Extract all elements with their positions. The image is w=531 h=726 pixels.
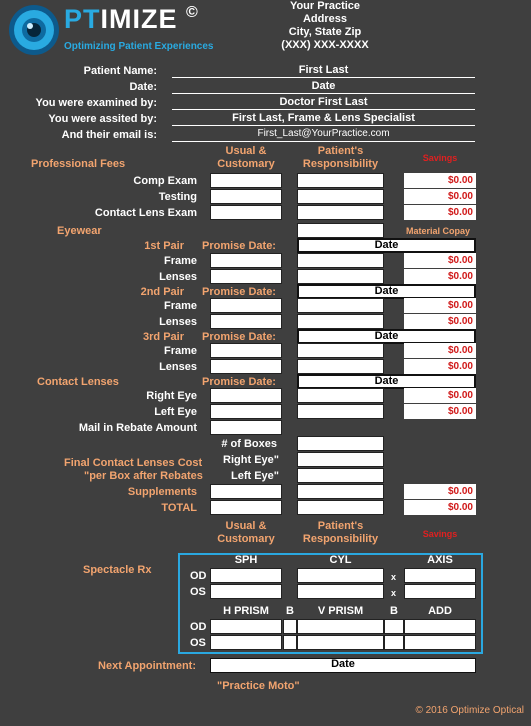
practice-moto: "Practice Moto"	[217, 680, 300, 692]
supplements-label: Supplements	[127, 486, 197, 498]
practice-name: Your Practice	[289, 0, 361, 12]
boxes-field[interactable]	[297, 436, 384, 451]
col-savings-header: Savings	[422, 153, 458, 163]
footer-patient-header: Patient's Responsibility	[302, 520, 379, 545]
patient-name-label: Patient Name:	[83, 65, 157, 77]
pair-2-promise-label: Promise Date:	[202, 286, 276, 298]
pair-1-frame-label: Frame	[163, 255, 197, 267]
contacts-promise-date[interactable]: Date	[297, 374, 476, 389]
comp-exam-savings: $0.00	[404, 173, 476, 188]
rx-os-axis[interactable]	[404, 584, 476, 599]
total-usual[interactable]	[210, 500, 282, 515]
pair-1-promise-date[interactable]: Date	[297, 238, 476, 253]
rx-os-h-base[interactable]	[283, 635, 297, 650]
rx-od-sph[interactable]	[210, 568, 282, 583]
contact-lens-exam-patient[interactable]	[297, 205, 384, 220]
pair-2-frame-usual[interactable]	[210, 298, 282, 313]
next-appointment-date[interactable]: Date	[210, 658, 476, 673]
date-field[interactable]: Date	[172, 79, 475, 94]
rebate-label: Mail in Rebate Amount	[78, 422, 197, 434]
contacts-right-eye-label: Right Eye	[146, 390, 197, 402]
total-label: TOTAL	[161, 502, 197, 514]
brand-prefix: PT	[64, 4, 101, 34]
practice-info	[240, 0, 410, 52]
pair-3-frame-patient[interactable]	[297, 343, 384, 358]
pair-2-lenses-label: Lenses	[159, 316, 197, 328]
spectacle-rx-label: Spectacle Rx	[83, 564, 152, 576]
pair-3-frame-label: Frame	[163, 345, 197, 357]
contacts-left-eye-usual[interactable]	[210, 404, 282, 419]
professional-fees-label: Professional Fees	[31, 158, 126, 170]
pair-1-promise-label: Promise Date:	[202, 240, 276, 252]
pair-2-promise-date[interactable]: Date	[297, 284, 476, 299]
pair-1-lenses-usual[interactable]	[210, 269, 282, 284]
rx-b-header-2: B	[390, 605, 398, 617]
rx-od-h-base[interactable]	[283, 619, 297, 634]
rx-os-label: OS	[190, 586, 206, 598]
testing-label: Testing	[158, 191, 197, 203]
email-label: And their email is:	[61, 129, 157, 141]
comp-exam-label: Comp Exam	[133, 175, 197, 187]
final-right-eye-field[interactable]	[297, 452, 384, 467]
rx-sph-header: SPH	[234, 554, 258, 566]
pair-3-lenses-savings: $0.00	[404, 359, 476, 374]
rx-od-x: x	[391, 572, 397, 582]
rebate-amount-field[interactable]	[210, 420, 282, 435]
final-left-eye-field[interactable]	[297, 468, 384, 483]
rx-add-header: ADD	[428, 605, 452, 617]
rx-axis-header: AXIS	[427, 554, 453, 566]
eye-icon	[8, 4, 60, 56]
total-patient[interactable]	[297, 500, 384, 515]
assisted-by-label: You were assited by:	[48, 113, 157, 125]
contacts-right-eye-patient[interactable]	[297, 388, 384, 403]
examined-by-field[interactable]: Doctor First Last	[172, 95, 475, 110]
practice-address: Address	[302, 13, 348, 25]
supplements-savings: $0.00	[404, 484, 476, 499]
logo	[8, 4, 258, 56]
pair-3-lenses-label: Lenses	[159, 361, 197, 373]
pair-1-frame-patient[interactable]	[297, 253, 384, 268]
pair-2-frame-label: Frame	[163, 300, 197, 312]
comp-exam-patient[interactable]	[297, 173, 384, 188]
pair-2-lenses-patient[interactable]	[297, 314, 384, 329]
rx-v-prism-header: V PRISM	[317, 605, 364, 617]
rx-os-x: x	[391, 588, 397, 598]
testing-patient[interactable]	[297, 189, 384, 204]
material-copay-label: Material Copay	[406, 226, 471, 236]
email-field[interactable]: First_Last@YourPractice.com	[172, 127, 475, 142]
contacts-left-eye-patient[interactable]	[297, 404, 384, 419]
rx-os-h-prism[interactable]	[210, 635, 282, 650]
examined-by-label: You were examined by:	[35, 97, 157, 109]
rx-prism-os-label: OS	[190, 637, 206, 649]
rx-os-add[interactable]	[404, 635, 476, 650]
rx-os-sph[interactable]	[210, 584, 282, 599]
tagline: Optimizing Patient Experiences	[64, 41, 214, 52]
rx-od-label: OD	[190, 570, 207, 582]
next-appointment-label: Next Appointment:	[98, 660, 196, 672]
pair-3-promise-label: Promise Date:	[202, 331, 276, 343]
rx-od-h-prism[interactable]	[210, 619, 282, 634]
pair-1-lenses-patient[interactable]	[297, 269, 384, 284]
pair-1-label: 1st Pair	[144, 240, 184, 252]
pair-3-frame-usual[interactable]	[210, 343, 282, 358]
assisted-by-field[interactable]: First Last, Frame & Lens Specialist	[172, 111, 475, 126]
comp-exam-usual[interactable]	[210, 173, 282, 188]
col-patient-header: Patient's Responsibility	[302, 145, 379, 170]
rx-b-header-1: B	[286, 605, 294, 617]
pair-2-lenses-savings: $0.00	[404, 314, 476, 329]
contacts-right-eye-savings: $0.00	[404, 388, 476, 403]
pair-2-frame-savings: $0.00	[404, 298, 476, 313]
boxes-label: # of Boxes	[221, 438, 277, 450]
brand-main: IMIZE	[100, 4, 178, 34]
rx-od-cyl[interactable]	[297, 568, 384, 583]
pair-3-promise-date[interactable]: Date	[297, 329, 476, 344]
practice-phone: (XXX) XXX-XXXX	[281, 39, 369, 51]
final-right-eye-label: Right Eye"	[223, 454, 279, 466]
patient-name-field[interactable]: First Last	[172, 63, 475, 78]
final-left-eye-label: Left Eye"	[230, 470, 279, 482]
rx-prism-od-label: OD	[190, 621, 207, 633]
eyewear-patient-box[interactable]	[297, 223, 384, 238]
supplements-usual[interactable]	[210, 484, 282, 499]
practice-city: City, State Zip	[288, 26, 362, 38]
testing-usual[interactable]	[210, 189, 282, 204]
pair-1-frame-savings: $0.00	[404, 253, 476, 268]
contacts-left-eye-savings: $0.00	[404, 404, 476, 419]
rx-os-cyl[interactable]	[297, 584, 384, 599]
pair-2-label: 2nd Pair	[140, 286, 184, 298]
pair-2-lenses-usual[interactable]	[210, 314, 282, 329]
total-savings: $0.00	[404, 500, 476, 515]
pair-3-lenses-usual[interactable]	[210, 359, 282, 374]
rx-od-v-prism[interactable]	[297, 619, 384, 634]
final-cost-label: Final Contact Lenses Cost	[64, 457, 203, 469]
rx-od-v-base[interactable]	[384, 619, 404, 634]
contacts-right-eye-usual[interactable]	[210, 388, 282, 403]
brand-mark: ©	[186, 4, 199, 21]
per-box-label: "per Box after Rebates	[84, 470, 203, 482]
pair-1-frame-usual[interactable]	[210, 253, 282, 268]
pair-3-lenses-patient[interactable]	[297, 359, 384, 374]
rx-os-v-prism[interactable]	[297, 635, 384, 650]
col-usual-header: Usual & Customary	[217, 145, 275, 170]
rx-od-add[interactable]	[404, 619, 476, 634]
contact-lens-exam-label: Contact Lens Exam	[94, 207, 197, 219]
footer-usual-header: Usual & Customary	[217, 520, 275, 545]
pair-1-lenses-savings: $0.00	[404, 269, 476, 284]
supplements-patient[interactable]	[297, 484, 384, 499]
eyewear-label: Eyewear	[57, 225, 102, 237]
footer-savings-header: Savings	[422, 529, 458, 539]
contact-lens-exam-savings: $0.00	[404, 205, 476, 220]
pair-3-frame-savings: $0.00	[404, 343, 476, 358]
contacts-left-eye-label: Left Eye	[154, 406, 197, 418]
copyright: © 2016 Optimize Optical	[415, 705, 524, 716]
pair-3-label: 3rd Pair	[143, 331, 184, 343]
date-label: Date:	[129, 81, 157, 93]
pair-1-lenses-label: Lenses	[159, 271, 197, 283]
contact-lens-exam-usual[interactable]	[210, 205, 282, 220]
rx-h-prism-header: H PRISM	[223, 605, 269, 617]
pair-2-frame-patient[interactable]	[297, 298, 384, 313]
rx-od-axis[interactable]	[404, 568, 476, 583]
rx-cyl-header: CYL	[329, 554, 352, 566]
testing-savings: $0.00	[404, 189, 476, 204]
rx-os-v-base[interactable]	[384, 635, 404, 650]
contact-lenses-label: Contact Lenses	[37, 376, 119, 388]
contacts-promise-label: Promise Date:	[202, 376, 276, 388]
